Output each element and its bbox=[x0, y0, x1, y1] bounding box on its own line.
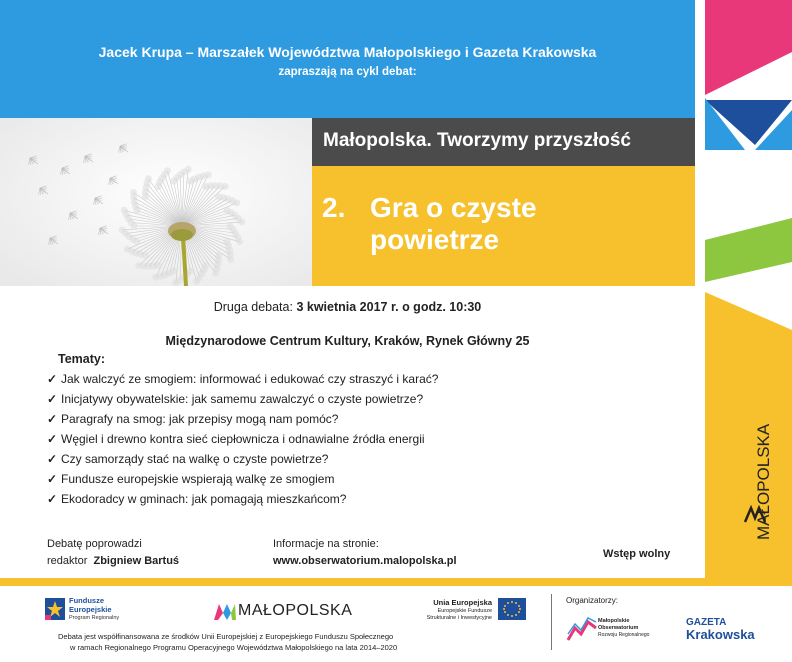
check-icon: ✓ bbox=[47, 492, 58, 506]
eu-logo: Unia Europejska Europejskie Fundusze Strukturalne i Inwestycyjne bbox=[420, 598, 530, 628]
date-prefix: Druga debata: bbox=[213, 300, 293, 314]
green-band bbox=[705, 218, 792, 282]
header-line2: zapraszają na cykl debat: bbox=[278, 66, 417, 78]
topic-item: ✓ Paragrafy na smog: jak przepisy mogą nam pomóc? bbox=[47, 412, 339, 426]
funding-line1: Debata jest współfinansowana ze środków Unii Europejskiej z Europejskiego Funduszu Społecznego bbox=[58, 632, 394, 641]
check-icon: ✓ bbox=[47, 452, 58, 466]
date-value: 3 kwietnia 2017 r. o godz. 10:30 bbox=[296, 300, 482, 314]
topic-item: ✓ Węgiel i drewno kontra sieć ciepłownicza i odnawialne źródła energii bbox=[47, 432, 425, 446]
organizers-separator bbox=[551, 594, 552, 650]
footer-divider bbox=[0, 578, 792, 586]
venue: Międzynarodowe Centrum Kultury, Kraków, Rynek Główny 25 bbox=[165, 334, 530, 348]
topic-item: ✓ Inicjatywy obywatelskie: jak samemu zawalczyć o czyste powietrze? bbox=[47, 392, 424, 406]
eu-flag-icon bbox=[498, 598, 526, 620]
fundusze-europejskie-logo: Fundusze Europejskie Program Regionalny bbox=[45, 596, 105, 626]
fe-star-icon bbox=[45, 598, 65, 620]
obserwatorium-logo: Małopolskie Obserwatorium Rozwoju Regionalnego bbox=[566, 612, 661, 648]
series-title-bar bbox=[312, 118, 695, 166]
debate-title-block bbox=[312, 166, 695, 286]
check-icon: ✓ bbox=[47, 372, 58, 386]
header-banner bbox=[0, 0, 695, 118]
pink-band bbox=[705, 0, 792, 95]
side-stripe bbox=[695, 0, 792, 580]
header-line1: Jacek Krupa – Marszałek Województwa Małopolskiego i Gazeta Krakowska bbox=[98, 44, 597, 60]
topic-item: ✓ Fundusze europejskie wspierają walkę ze smogiem bbox=[47, 472, 335, 486]
check-icon: ✓ bbox=[47, 432, 58, 446]
check-icon: ✓ bbox=[47, 412, 58, 426]
date-line bbox=[0, 300, 695, 314]
funding-line2: w ramach Regionalnego Programu Operacyjnego Województwa Małopolskiego na lata 2014–2020 bbox=[70, 643, 398, 652]
moderator-line1: Debatę poprowadzi bbox=[47, 538, 142, 550]
moderator-name: Zbigniew Bartuś bbox=[93, 555, 180, 567]
debate-number: 2. bbox=[322, 192, 346, 223]
malopolska-m-icon bbox=[214, 604, 236, 620]
entry-note: Wstęp wolny bbox=[603, 548, 671, 560]
organizers-label: Organizatorzy: bbox=[566, 596, 619, 605]
obserwatorium-chart-icon bbox=[566, 614, 598, 644]
stripe-brand: MAŁOPOLSKA bbox=[754, 423, 773, 540]
check-icon: ✓ bbox=[47, 392, 58, 406]
dandelion-photo bbox=[0, 118, 312, 286]
topics-heading: Tematy: bbox=[58, 352, 106, 366]
series-title: Małopolska. Tworzymy przyszłość bbox=[323, 130, 631, 151]
yellow-band bbox=[705, 292, 792, 580]
moderator-line2: redaktor Zbigniew Bartuś bbox=[47, 555, 180, 567]
check-icon: ✓ bbox=[47, 472, 58, 486]
website-label: Informacje na stronie: bbox=[273, 538, 379, 550]
website-link[interactable]: www.obserwatorium.malopolska.pl bbox=[273, 555, 457, 567]
debate-title: Gra o czyste powietrze bbox=[370, 192, 537, 255]
topic-item: ✓ Ekodoradcy w gminach: jak pomagają mieszkańcom? bbox=[47, 492, 347, 506]
topic-item: ✓ Jak walczyć ze smogiem: informować i edukować czy straszyć i karać? bbox=[47, 372, 439, 386]
topic-item: ✓ Czy samorządy stać na walkę o czyste powietrze? bbox=[47, 452, 329, 466]
dandelion-icon bbox=[0, 118, 312, 286]
